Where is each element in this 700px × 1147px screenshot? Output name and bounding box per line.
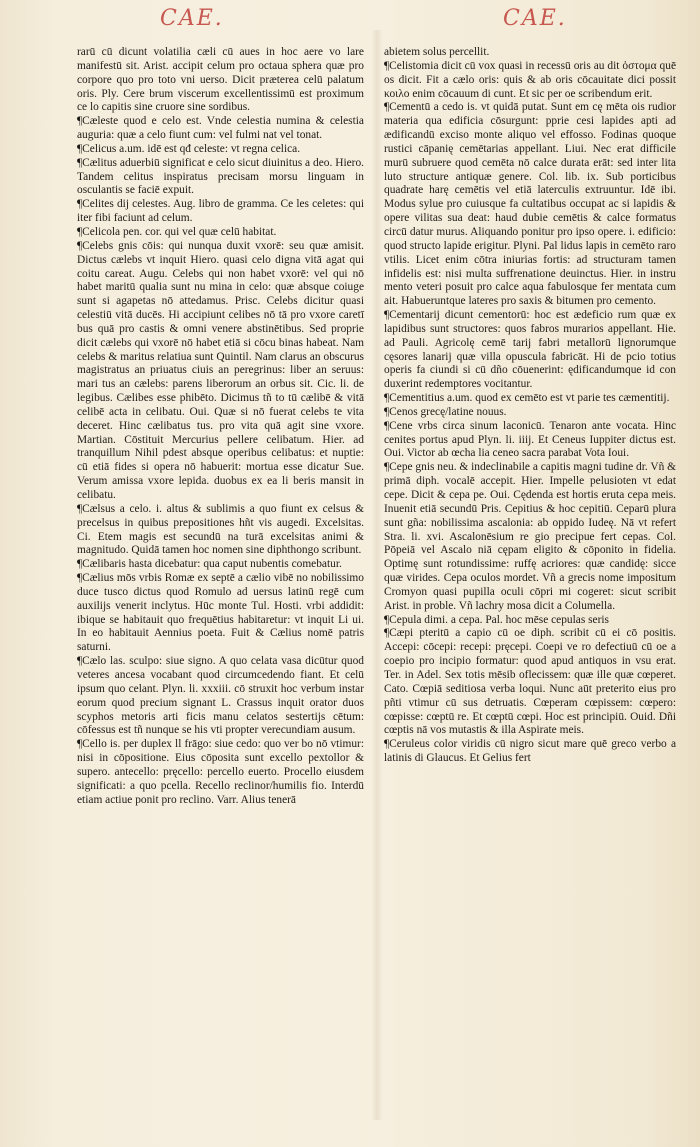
entry: ¶Celicus a.um. idē est qđ celeste: vt regna celica. — [77, 142, 301, 155]
entry: ¶Celistomia dicit cū vox quasi in recessū oris au dit ὀστομα quē os dicit. Fit a cælo oris: quis & ab oris cōcauitate dici possit κοιλο enim cōcauum di cunt. Et sic per oe scribendum erit. — [384, 59, 676, 100]
entry: ¶Cene vrbs circa sinum laconicū. Tenaron ante vocata. Hinc cenites portus apud Plyn. li. iiij. Et Ceneus Iuppiter dictus est. Oui. Victor ab œcha lia ceneo sacra parabat Vota Ioui. — [384, 419, 676, 460]
entry: ¶Cæpi pteritū a capio cū oe diph. scribit cū ei cō positis. Accepi: cōcepi: recepi: pręcepi. Coepi ve ro defectiuū cū oe a coepio pro incipio formatur: quod apud antiquos in vsu erat. Ter. in Adel. Sex totis mēsib oflecissem: quæ ille quæ cœperet. Cato. Cœpiā seditiosa verba loqui. Nunc aūt preterito eius pro pñti vtimur cū sus detruatis. Cœperam cœpissem: cœpero: cœpisse: cœptū re. Et cœptū cœpi. Hoc est principiū. Ouid. Dñi cœptis nā vos mutastis & illa Aspirate meis. — [384, 627, 676, 737]
right-column — [384, 46, 676, 766]
entry: ¶Celites dij celestes. Aug. libro de gramma. Ce les celetes: qui iter fibi faciunt ad celum. — [77, 198, 364, 225]
entry: abietem solus percellit. — [384, 46, 490, 58]
entry: ¶Cementitius a.um. quod ex cemēto est vt parie tes cæmentitij. — [384, 392, 670, 405]
entry: ¶Cæleste quod e celo est. Vnde celestia numina & celestia auguria: quæ a celo fiunt cum: vel fulmi nat vel tonat. — [77, 115, 364, 142]
entry: ¶Celebs gnis cōis: qui nunqua duxit vxorē: seu quæ amisit. Dictus cælebs vt inquit Hiero. quasi celo digna vitā agat qui coitu careat. Augu. Celebs qui non habet vxorē: vel qui nō habet maritū qualia sunt nu mina in celo: quæ absque coiuge sunt si agapetas nō attedamus. Prisc. Celebs dicitur quasi celestiū vitā ducēs. Hi accipiunt celibes nō tā pro vxore caretī bus quā pro castis & omni venere abstinētibus. Sed proprie dicit cælebs qui vxorē nō habet etiā si cōcu binas habeat. Nam celebs & maritus relatiua sunt Quintil. Nam clarus an obscurus magistratus an priuatus ciuis an peregrinus: liber an seruus: mari tus an cælebs: parens liberorum an orbus sit. Cic. li. de legibus. Cælibes esse phibēto. Dicimus tñ to tū cælibē & vitā celibē acta in celibatu. Oui. Quæ si nō fuerat celebs te vita deceret. Hinc cælibatus tus. pro vita quā agit sine vxore. Martian. Cōstituit Mercurius pellere celibatum. Hier. ad tranquillum Nihil pdest absque operibus celibatus: et nuptie: cū etiā fides si opera nō habuerit: mortua esse dicatur Sue. Verum amissa vxore lepida. duobus ex ea li beris mansit in celibatu. — [77, 239, 364, 501]
entry: rarū cū dicunt volatilia cæli cū aues in hoc aere vo lare manifestū sit. Arist. accipit celum pro octaua sphera quæ pro corpore quo pro toto vni uerso. Dicit præterea celū palatum oris. Ply. Cere brum viscerum excellentissimū est proximum ce lo capitis sine cruore sine sordibus. — [77, 46, 364, 114]
entry: ¶Celicola pen. cor. qui vel quæ celū habitat. — [77, 225, 277, 238]
entry: ¶Cælsus a celo. i. altus & sublimis a quo fiunt ex celsus & precelsus in quibus prepositiones hñt vis augedi. Excelsitas. Ci. Etem magis est secundū na turā excelsitas animi & magnitudo. Quidā tamen hoc nomen sine diphthongo scribunt. — [77, 502, 364, 557]
page-gutter-shadow — [372, 30, 382, 1120]
entry: ¶Cælius mōs vrbis Romæ ex septē a cælio vibē no nobilissimo duce tusco dictus quod Romulo ad uersus latinū regē cum auxilijs venerit inclytus. Hūc monte Tul. Hosti. vrbi addidit: ibique se habitauit quo frequētius habitaretur: vt inquit Li ui. In eo habitauit Aennius poeta. Fuit & Cælius nomē patris saturni. — [77, 572, 364, 654]
entry: ¶Ceruleus color viridis cū nigro sicut mare quē greco verbo a latinis di Glaucus. Et Gelius fert — [384, 738, 676, 765]
entry: ¶Cælo las. sculpo: siue signo. A quo celata vasa dicūtur quod veteres ancesa vocabant quod circumcedendo fiant. Et celū ipsum quo celant. Plyn. li. xxxiii. cō struxit hoc verbum instar eorum quod precium signant L. Crassus inquit orator duos scyphos metoris arti ficis manu celatos sestertijs cētum: cōfessus est tñ nunque se his vti propter verecundiam ausum. — [77, 655, 364, 737]
entry: ¶Cementū a cedo is. vt quidā putat. Sunt em cę mēta ois rudior materia qua edificia cōsurgunt: pprie cesi lapides apti ad ædificandū exciso monte aliquo vel effosso. Fodinas quoque rustici cāpanię cemētarias appellant. Liui. Nec erat difficile murū subruere quod cemēta nō calce durata erāt: sed inter lita luto structure antiquæ genere. Col. lib. ix. Sub porticibus quadrate harę cemētis vel etiā laterculis extruuntur. Idē ibi. Modus sylue pro cuiusque fa cultatibus occupat ac si lapidis & opere vilitas sua deat: haud dubie cemētis & calce formatus circū datur murus. Aliquando ponitur pro ipso opere. i. edificio: quod structo lapide erigitur. Plyni. Pal lidus lapis in cemēto raro vtilis. Licet enim cōtra iniurias fortis: ad structuram tamen infidelis est: nisi multa suffrenatione deuinctus. Hier. in instru mento veteri posuit pro calce aqua fabulosque fer mentata cum ait. Habueruntque lateres pro saxis & bitumen pro cemento. — [384, 101, 676, 308]
entry: ¶Cepe gnis neu. & indeclinabile a capitis magni tudine dr. Vñ & primā diph. vocalē accepit. Hier. Impelle pelusioten vt edat cepe. Dicit & cepa pe. Oui. Cędenda est hortis eruta cepa meis. Inuenit etiā secundū Pris. Cepitius & hoc cepitiū. Ceparū plura sunt gña: nobilissima ascalonia: ab oppido Iudeę. Nā vt refert Stra. li. xvi. Ascalonēsium re gio precipue fert cepas. Col. Pōpeiā vel Ascalo niā cępam eligito & cōponito in fidelia. Optimę sunt rotundissime: ruffę acriores: quæ candidę: sicce quæ virides. Cepa oculos mordet. Vñ a grecis nome impositum Cromyon quasi pupilla oculi cōpri mi cogeret: sicut scribit Arist. in proble. Vñ lachry mosa dicit a Columella. — [384, 461, 676, 612]
entry: ¶Cenos grecę/latine nouus. — [384, 405, 507, 418]
entry: ¶Cepula dimi. a cepa. Pal. hoc mēse cepulas seris — [384, 613, 609, 626]
left-column — [77, 46, 364, 807]
entry: ¶Cementarij dicunt cementorū: hoc est ædeficio rum quæ ex lapidibus sunt structores: quos fabros murarios appellant. Hie. ad Pauli. Agricolę cemē tarij fabri metallorū lignorumque cęsores lanarij quæ villa opuscula fabricāt. Hi de pcio totius operis fa ciundi si cū dño cōuenerint: ędificandumque id con duxerint redemptores vocitantur. — [384, 309, 676, 391]
entry: ¶Cælibaris hasta dicebatur: qua caput nubentis comebatur. — [77, 558, 342, 571]
entry: ¶Cælitus aduerbiū significat e celo sicut diuinitus a deo. Hiero. Tandem celitus inspiratus precisam morsu linguam in osculantis se faciē expuit. — [77, 156, 364, 197]
running-head-left: CAE. — [160, 6, 224, 31]
running-head-right: CAE. — [503, 6, 567, 31]
entry: ¶Cello is. per duplex ll frāgo: siue cedo: quo ver bo nō vtimur: nisi in cōpositione. Eius cōposita sunt excello pextollor & supero. antecello: pręcello: percello euerto. Procello eiusdem significati: a quo pcella. Recello reclinor/humilis fio. Interdū etiam actiue ponit pro reclino. Varr. Alius tenerā — [77, 738, 364, 806]
